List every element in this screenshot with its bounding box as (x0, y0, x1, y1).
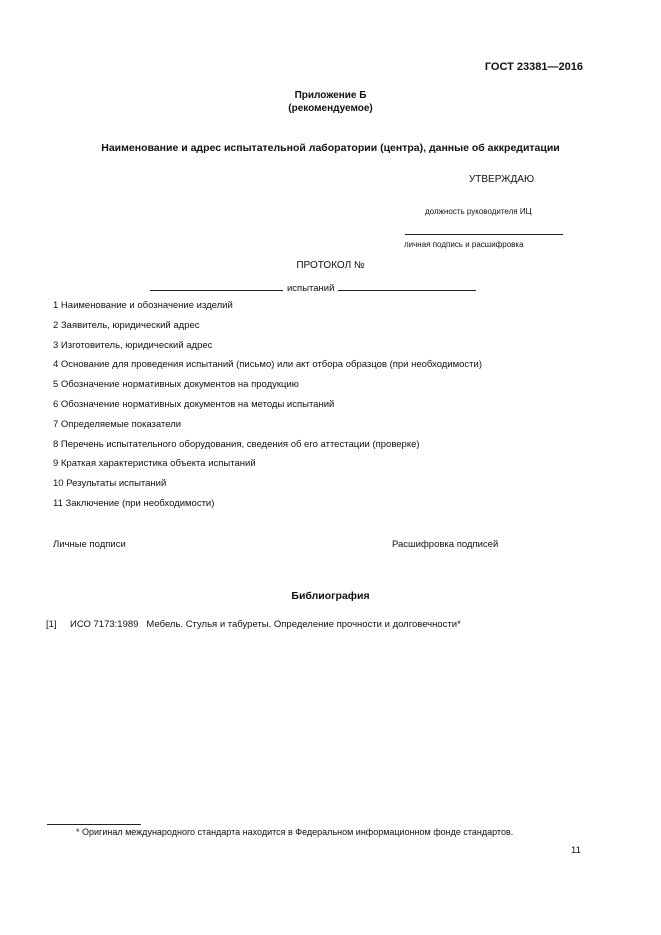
blank-field-left (150, 280, 283, 291)
approve-label: УТВЕРЖДАЮ (468, 174, 535, 185)
bibliography-entry-document: ИСО 7173:1989 (70, 619, 139, 630)
tests-label: испытаний (287, 283, 335, 294)
list-item: 9 Краткая характеристика объекта испытаний (53, 458, 256, 470)
list-item: 2 Заявитель, юридический адрес (53, 319, 200, 331)
list-item: 6 Обозначение нормативных документов на методы испытаний (53, 398, 335, 410)
signature-caption: личная подпись и расшифровка (404, 240, 524, 249)
page-number: 11 (571, 845, 581, 856)
annex-status: (рекомендуемое) (288, 103, 373, 114)
protocol-items-list (53, 299, 482, 517)
bibliography-entry-title: Мебель. Стулья и табуреты. Определение прочности и долговечности* (146, 619, 461, 630)
list-item: 7 Определяемые показатели (53, 418, 182, 430)
footnote: * Оригинал международного стандарта находится в Федеральном информационном фонде стандартов. (76, 827, 514, 837)
protocol-title: ПРОТОКОЛ № (296, 260, 365, 271)
list-item: 10 Результаты испытаний (53, 478, 167, 490)
bibliography-entry (46, 619, 461, 630)
list-item: 5 Обозначение нормативных документов на продукцию (53, 379, 299, 391)
list-item: 1 Наименование и обозначение изделий (53, 300, 233, 311)
list-item: 3 Изготовитель, юридический адрес (53, 339, 213, 351)
protocol-tests-row (150, 280, 476, 294)
blank-field-right (338, 280, 476, 291)
position-label: должность руководителя ИЦ (425, 207, 532, 216)
signature-line (405, 234, 563, 235)
bibliography-title: Библиография (291, 590, 370, 602)
personal-signatures-label: Личные подписи (53, 539, 126, 550)
approval-block (0, 174, 661, 185)
footnote-separator (47, 824, 141, 825)
list-item: 4 Основание для проведения испытаний (письмо) или акт отбора образцов (при необходимости) (53, 359, 483, 371)
list-item: 8 Перечень испытательного оборудования, сведения об его аттестации (проверке) (53, 438, 420, 450)
signature-transcript-label: Расшифровка подписей (392, 539, 499, 550)
bibliography-entry-number: [1] (46, 619, 57, 630)
list-item: 11 Заключение (при необходимости) (53, 497, 215, 509)
standard-number: ГОСТ 23381—2016 (484, 61, 583, 73)
annex-title: Приложение Б (294, 90, 367, 101)
section-heading: Наименование и адрес испытательной лаборатории (центра), данные об аккредитации (101, 142, 560, 154)
